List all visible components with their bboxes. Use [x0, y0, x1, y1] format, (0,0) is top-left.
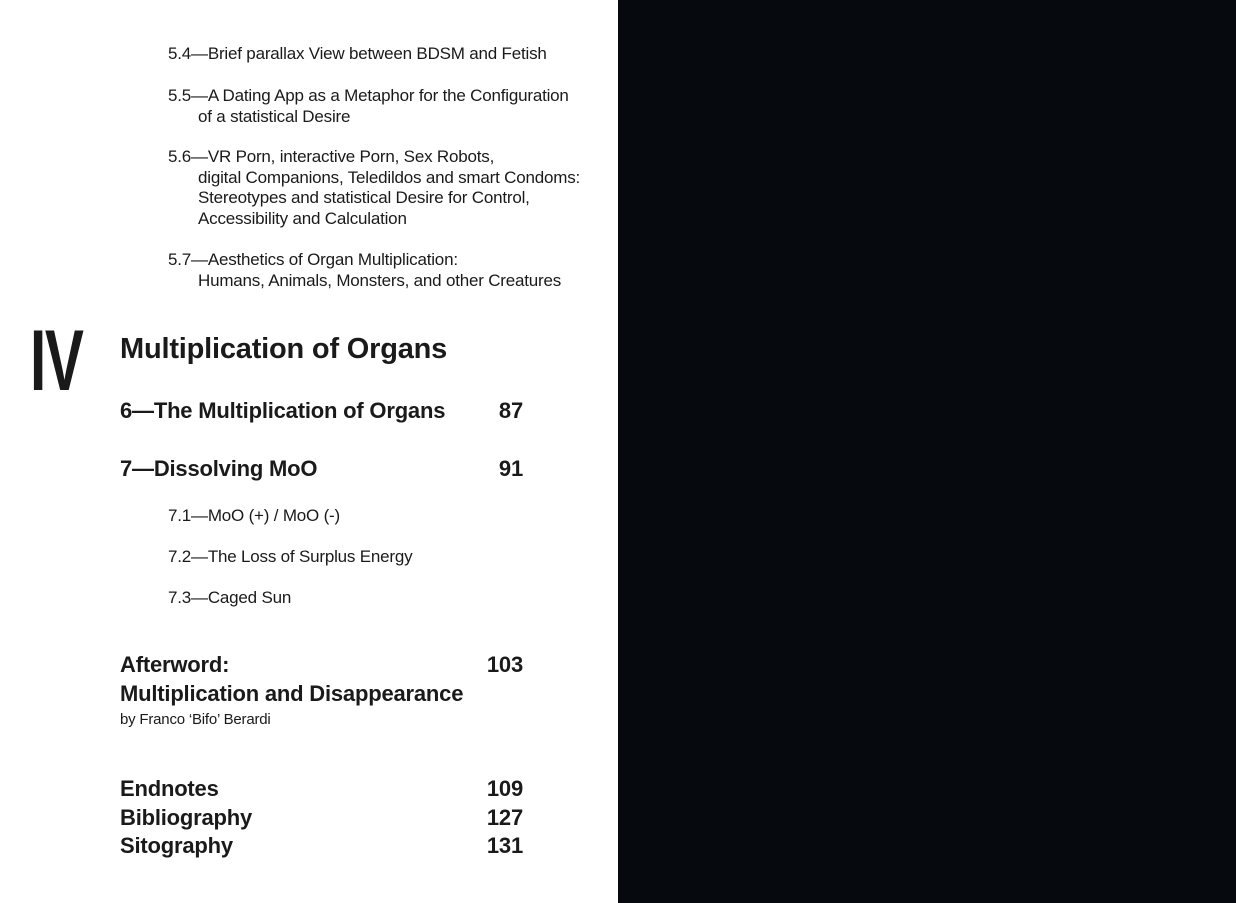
afterword-titles: [120, 650, 463, 730]
toc-subsection-7-1: [168, 506, 608, 527]
backmatter-label: Bibliography: [120, 804, 253, 830]
backmatter-row-endnotes: [120, 775, 523, 804]
toc-subsection-5-4: [168, 44, 608, 65]
toc-subsection-5-7: [168, 250, 608, 291]
part-numeral: IV: [30, 313, 83, 409]
black-cover-panel: [618, 0, 1236, 903]
toc-entry-line: 5.4—Brief parallax View between BDSM and Fetish: [168, 44, 547, 63]
afterword-title-line1: Afterword:: [120, 652, 230, 677]
toc-entry-line: digital Companions, Teledildos and smart Condoms:: [198, 167, 581, 187]
toc-chapter-7-row: [120, 456, 523, 482]
afterword-byline: by Franco ‘Bifo’ Berardi: [120, 711, 271, 728]
toc-entry-line: Accessibility and Calculation: [198, 208, 407, 228]
chapter-title: 6—The Multiplication of Organs: [120, 398, 446, 423]
toc-subsection-5-6: [168, 147, 608, 229]
afterword-title-line2: Multiplication and Disappearance: [120, 681, 464, 706]
backmatter-label: Sitography: [120, 833, 233, 859]
toc-subsection-7-3: [168, 588, 608, 609]
toc-entry-line: Humans, Animals, Monsters, and other Creatures: [198, 270, 562, 290]
toc-backmatter: [120, 775, 523, 861]
chapter-page-number: 91: [498, 456, 523, 481]
toc-subsection-7-2: [168, 547, 608, 568]
toc-afterword-row: [120, 650, 523, 730]
toc-entry-line: 7.1—MoO (+) / MoO (-): [168, 506, 340, 525]
toc-entry-line: Stereotypes and statistical Desire for Control,: [198, 188, 530, 207]
toc-entry-line: 5.7—Aesthetics of Organ Multiplication:: [168, 250, 458, 269]
toc-entry-line: 7.2—The Loss of Surplus Energy: [168, 547, 413, 566]
backmatter-page-number: 109: [486, 776, 523, 801]
toc-entry-line: 7.3—Caged Sun: [168, 588, 292, 607]
toc-entry-line: 5.5—A Dating App as a Metaphor for the Configuration: [168, 86, 569, 105]
chapter-page-number: 87: [498, 398, 523, 423]
afterword-page-number: 103: [486, 652, 523, 677]
toc-entry-line: 5.6—VR Porn, interactive Porn, Sex Robots,: [168, 147, 495, 166]
chapter-title: 7—Dissolving MoO: [120, 456, 318, 481]
backmatter-page-number: 131: [486, 833, 523, 859]
toc-subsection-5-5: [168, 86, 608, 127]
backmatter-page-number: 127: [486, 804, 523, 830]
toc-entry-line: of a statistical Desire: [198, 106, 351, 126]
backmatter-row-sitography: [120, 832, 523, 861]
backmatter-label: Endnotes: [120, 776, 219, 801]
backmatter-row-bibliography: [120, 804, 523, 833]
toc-chapter-6-row: [120, 398, 523, 424]
part-title: Multiplication of Organs: [120, 333, 448, 365]
